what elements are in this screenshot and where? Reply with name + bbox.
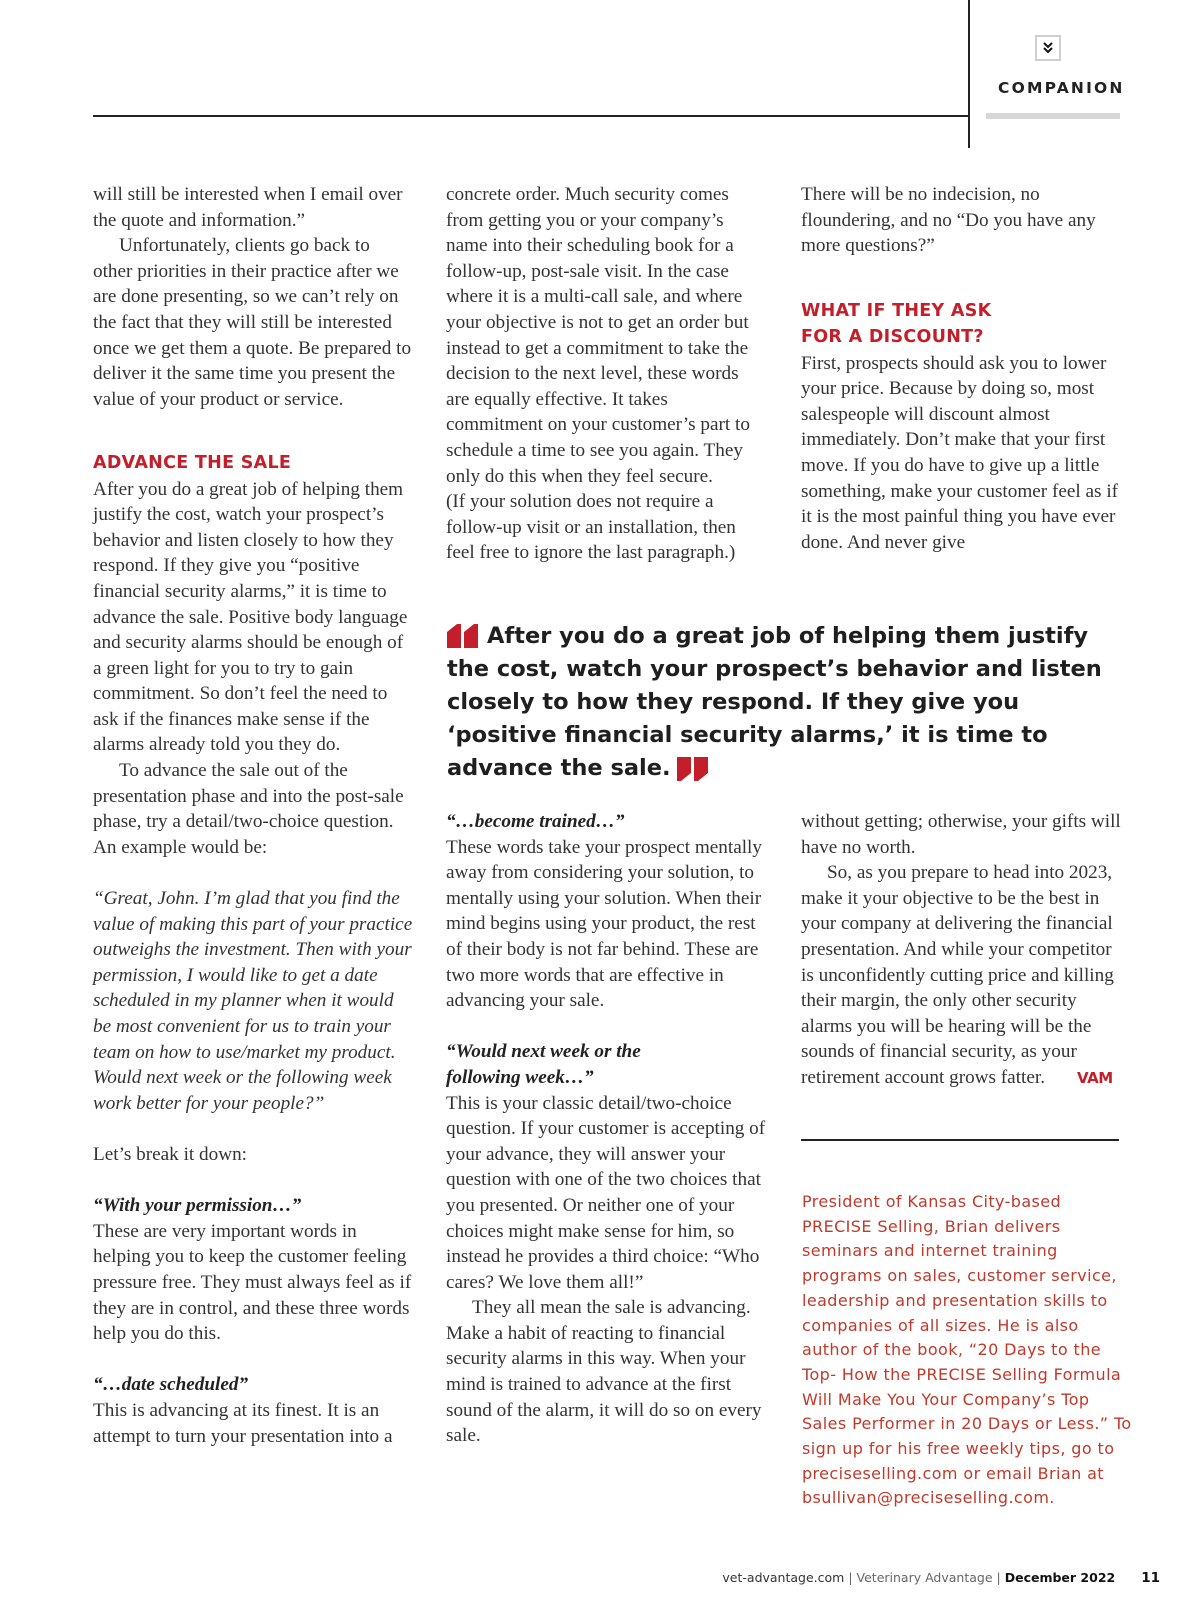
section-heading-discount: WHAT IF THEY ASK FOR A DISCOUNT? [801,301,992,347]
close-quote-icon [677,757,709,781]
vam-end-mark: VAM [1077,1068,1113,1087]
paragraph: After you do a great job of helping them justify the cost, watch your prospect’s behavior and listen closely to how they respond. If they give you “positive financial security alarms,” it is time to advance the sale. Positive body language and security alarms should be enough of a green light for you to try to gain commitment. So don’t feel the need to ask if the finances make sense if the alarms already told you they do. [93,478,408,756]
companion-badge [1035,35,1061,61]
paragraph: (If your solution does not require a follow-up visit or an installation, then feel free to ignore the last paragraph.) [446,491,736,564]
subheading-with-your-permission: “With your permission…” [93,1195,302,1217]
double-chevron-down-icon [1041,41,1055,55]
paragraph: concrete order. Much security comes from getting you or your company’s name into their scheduling book for a follow-up, post-sale visit. In the case where it is a multi-call sale, and where your objective is not to get an order but instead to get a commitment to take the decision to the next level, these words are equally effective. It takes commitment on your customer’s part to schedule a time to see you again. They only do this when they feel secure. [446,184,750,487]
paragraph: Unfortunately, clients go back to other priorities in their practice after we are done presenting, so we can’t rely on the fact that they will still be interested once we get them a quote. Be prepared to deliver it the same time you present the value of your product or service. [93,235,412,410]
paragraph: These words take your prospect mentally away from considering your solution, to mentally using your solution. When their mind begins using your product, the rest of their body is not far behind. These are two more words that are effective in advancing your sale. [446,836,762,1012]
footer-site: vet-advantage.com [722,1570,845,1585]
section-heading-advance-the-sale: ADVANCE THE SALE [93,452,292,473]
author-bio: President of Kansas City-based PRECISE Selling, Brian delivers seminars and internet training programs on sales, customer service, leadership and presentation skills to companies of all sizes. He is also author of the book, “20 Days to the Top- How the PRECISE Selling Formula Will Make You Your Company’s Top Sales Performer in 20 Days or Less.” To sign up for his free weekly tips, go to preciseselling.com or email Brian at bsullivan@preciseselling.com. [802,1192,1132,1508]
paragraph: without getting; otherwise, your gifts will have no worth. [801,811,1121,858]
example-quote: “Great, John. I’m glad that you find the value of making this part of your practice outweighs the investment. Then with your permission, I would like to get a date scheduled in my planner when it would be most convenient for us to train your team on how to use/market my product. Would next week or the following week work better for your people?” [93,888,413,1114]
header-vertical-rule [968,0,970,148]
paragraph: To advance the sale out of the presentation phase and into the post-sale phase, try a detail/two-choice question. An example would be: [93,760,404,858]
footer-issue: December 2022 [1004,1570,1116,1585]
header-rule [93,115,968,117]
footer-publication: Veterinary Advantage [856,1570,993,1585]
paragraph: This is your classic detail/two-choice question. If your customer is accepting of your advance, they will answer your question with one of the two choices that you presented. Or neither one of your choices might make sense for him, so instead he provides a third choice: “Who cares? We love them all!” [446,1092,766,1293]
paragraph: This is advancing at its finest. It is an attempt to turn your presentation into a [93,1399,393,1447]
paragraph: So, as you prepare to head into 2023, make it your objective to be the best in your company at delivering the financial presentation. And while your competitor is unconfidently cutting price and killing their margin, the only other security alarms you will be hearing will be the sounds of financial security, as your retirement account grows fatter. VAM [801,860,1121,1091]
column-1 [93,182,413,1449]
page-number: 11 [1141,1570,1160,1586]
pull-quote [447,620,1127,785]
column-3-bottom [801,809,1121,1092]
paragraph: will still be interested when I email over the quote and information.” [93,184,403,231]
paragraph: Let’s break it down: [93,1143,247,1165]
companion-underline [986,113,1120,119]
column-3-top [801,182,1121,555]
paragraph: There will be no indecision, no floundering, and no “Do you have any more questions?” [801,184,1096,257]
companion-label: COMPANION [998,79,1125,97]
column-2-top [446,182,766,566]
subheading-become-trained: “…become trained…” [446,811,625,832]
pull-quote-text: After you do a great job of helping them justify the cost, watch your prospect’s behavior and listen closely to how they respond. If they give you ‘positive financial security alarms,’ it is time to advance the sale. [447,623,1102,781]
paragraph: They all mean the sale is advancing. Make a habit of reacting to financial security alarms in this way. When your mind is trained to advance at the first sound of the alarm, it will do so on every sale. [446,1297,762,1447]
subheading-next-week: “Would next week or the following week…” [446,1041,641,1088]
subheading-date-scheduled: “…date scheduled” [93,1374,249,1396]
page-footer: vet-advantage.com | Veterinary Advantage | December 2022 11 [722,1570,1160,1586]
bio-rule [801,1139,1119,1141]
paragraph: First, prospects should ask you to lower your price. Because by doing so, most salespeople will discount almost immediately. Don’t make that your first move. If you do have to give up a little something, make your customer feel as if it is the most painful thing you have ever done. And never give [801,352,1119,553]
open-quote-icon [447,624,479,648]
paragraph: These are very important words in helping you to keep the customer feeling pressure free. They must always feel as if they are in control, and these three words help you do this. [93,1220,412,1345]
column-2-bottom [446,809,766,1449]
